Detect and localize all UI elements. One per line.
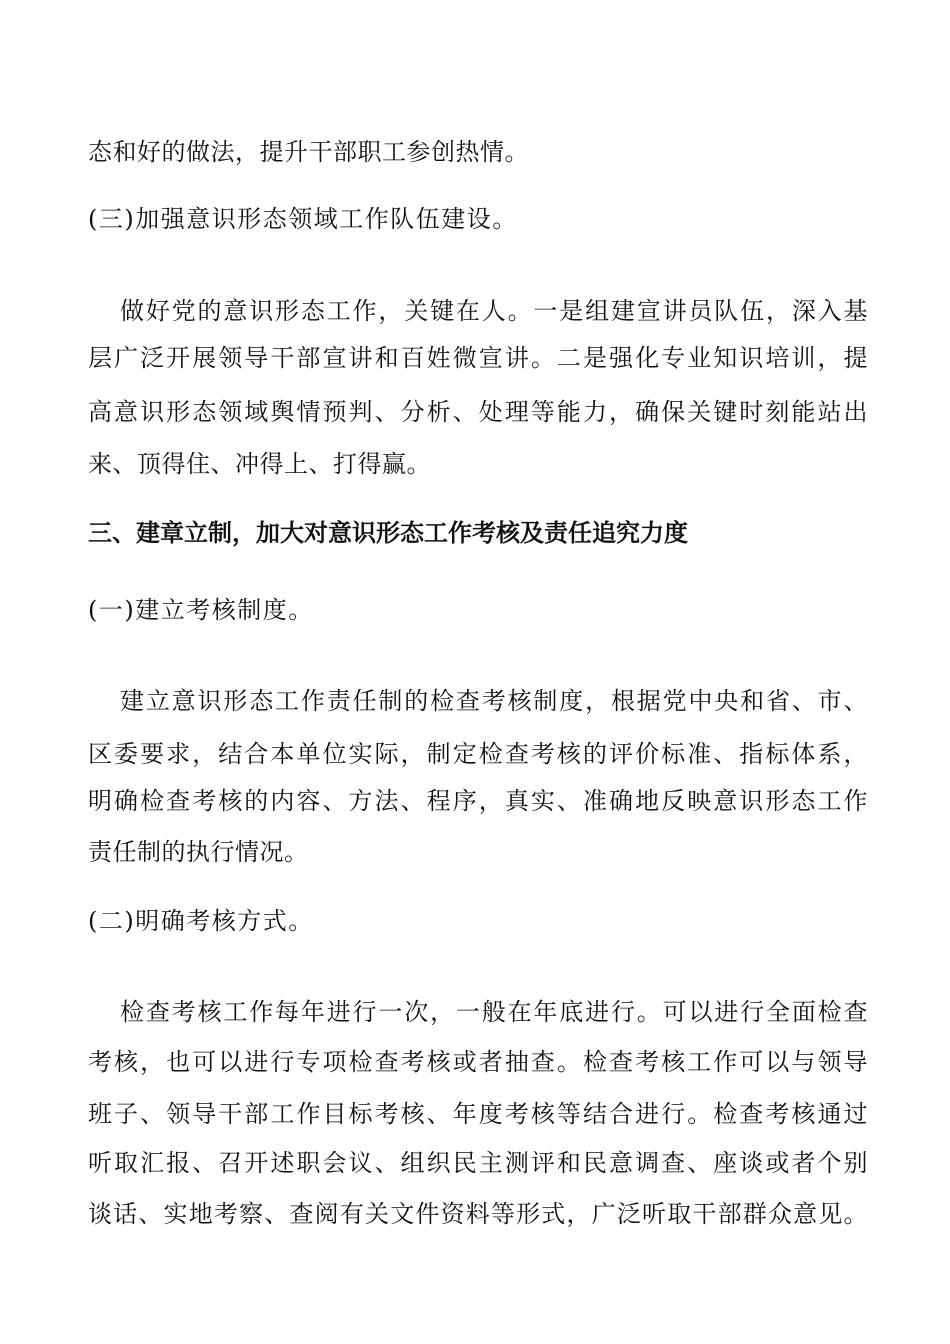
paragraph-line: 来、顶得住、冲得上、打得赢。 [88,450,431,478]
subsection-heading-1: (一)建立考核制度。 [88,596,314,624]
paragraph-line: 听取汇报、召开述职会议、组织民主测评和民意调查、座谈或者个别 [88,1149,868,1177]
paragraph-line: 谈话、实地考察、查阅有关文件资料等形式，广泛听取干部群众意见。 [88,1200,868,1228]
section-heading-3: 三、建章立制，加大对意识形态工作考核及责任追究力度 [88,519,688,547]
paragraph-line: 检查考核工作每年进行一次，一般在年底进行。可以进行全面检查 [120,998,868,1026]
paragraph-line: 区委要求，结合本单位实际，制定检查考核的评价标准、指标体系， [88,740,868,768]
paragraph-line: 考核，也可以进行专项检查考核或者抽查。检查考核工作可以与领导 [88,1048,868,1076]
paragraph-line: 建立意识形态工作责任制的检查考核制度，根据党中央和省、市、 [120,687,868,715]
paragraph-line: 明确检查考核的内容、方法、程序，真实、准确地反映意识形态工作 [88,787,868,815]
paragraph-line: 做好党的意识形态工作，关键在人。一是组建宣讲员队伍，深入基 [120,297,868,325]
subsection-heading-3: (三)加强意识形态领域工作队伍建设。 [88,205,518,233]
paragraph-line: 高意识形态领域舆情预判、分析、处理等能力，确保关键时刻能站出 [88,398,868,426]
subsection-heading-2: (二)明确考核方式。 [88,907,314,935]
paragraph-continuation-line: 态和好的做法，提升干部职工参创热情。 [88,138,529,166]
paragraph-line: 责任制的执行情况。 [88,838,309,866]
paragraph-line: 班子、领导干部工作目标考核、年度考核等结合进行。检查考核通过 [88,1100,868,1128]
paragraph-line: 层广泛开展领导干部宣讲和百姓微宣讲。二是强化专业知识培训，提 [88,344,868,372]
